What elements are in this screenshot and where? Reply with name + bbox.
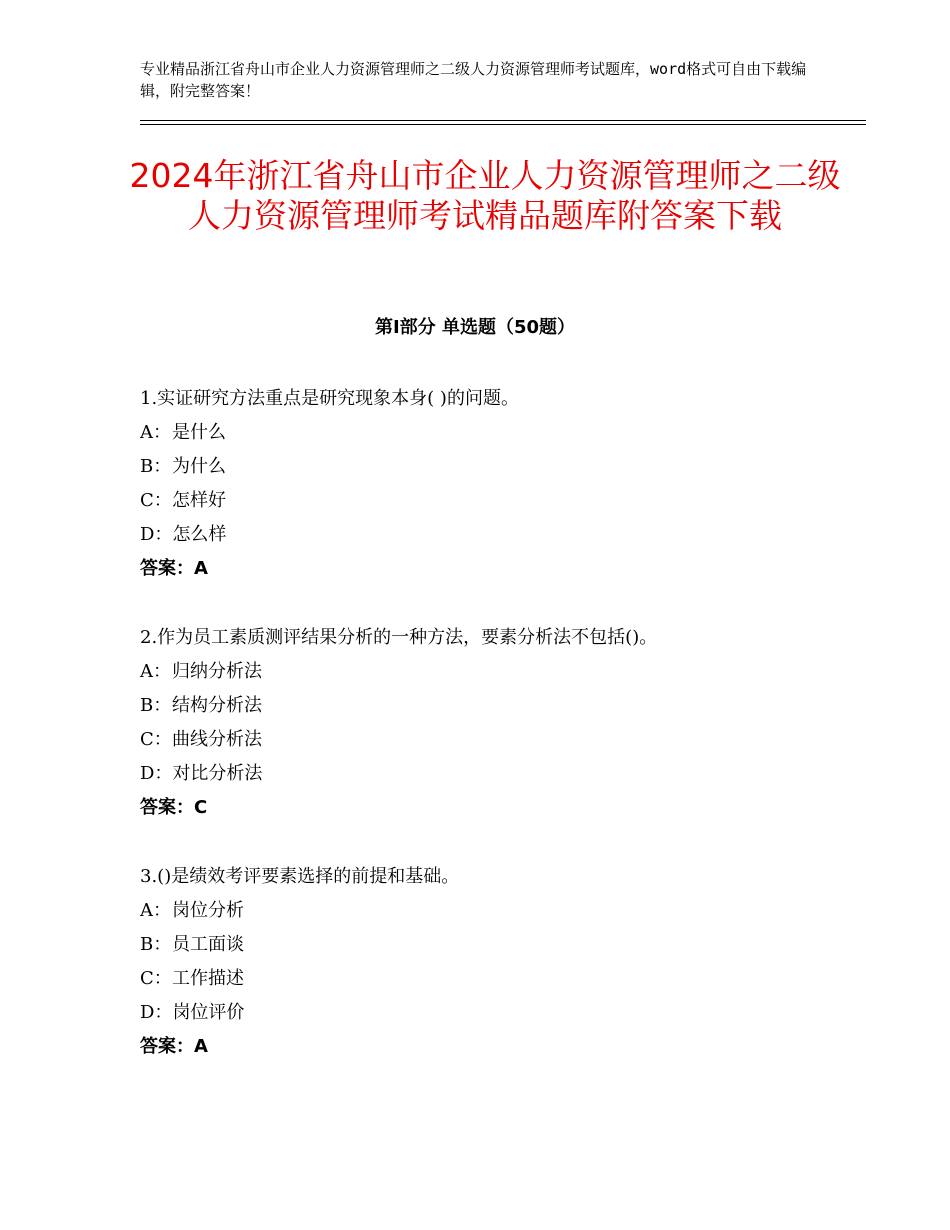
option-text: 对比分析法 bbox=[172, 763, 263, 784]
header-note: 专业精品浙江省舟山市企业人力资源管理师之二级人力资源管理师考试题库，word格式可自由下载编辑，附完整答案！ bbox=[140, 60, 807, 100]
answer-line bbox=[140, 552, 860, 586]
option-c bbox=[140, 723, 860, 757]
option-text: 员工面谈 bbox=[172, 934, 244, 955]
option-text: 是什么 bbox=[172, 422, 226, 443]
option-key: D： bbox=[140, 763, 173, 784]
option-key: C： bbox=[140, 490, 172, 511]
option-a bbox=[140, 416, 860, 450]
option-key: D： bbox=[140, 1002, 173, 1023]
option-key: A： bbox=[140, 900, 171, 921]
option-b bbox=[140, 928, 860, 962]
question-3 bbox=[140, 860, 860, 1064]
option-text: 曲线分析法 bbox=[172, 729, 262, 750]
option-a bbox=[140, 655, 860, 689]
option-text: 为什么 bbox=[172, 456, 226, 477]
answer-value: A bbox=[194, 1036, 208, 1057]
option-key: D： bbox=[140, 524, 173, 545]
option-key: A： bbox=[140, 422, 171, 443]
header-rule-bottom bbox=[140, 124, 866, 125]
option-b bbox=[140, 450, 860, 484]
question-stem: 3.()是绩效考评要素选择的前提和基础。 bbox=[140, 866, 460, 887]
option-text: 怎么样 bbox=[172, 524, 227, 545]
answer-value: C bbox=[194, 797, 208, 818]
option-key: B： bbox=[140, 934, 172, 955]
answer-label: 答案： bbox=[140, 558, 194, 579]
option-text: 工作描述 bbox=[172, 968, 244, 989]
question-2 bbox=[140, 621, 860, 825]
document-title: 2024年浙江省舟山市企业人力资源管理师之二级人力资源管理师考试精品题库附答案下载 bbox=[129, 156, 841, 235]
answer-line bbox=[140, 791, 860, 825]
question-1 bbox=[140, 382, 860, 586]
option-c bbox=[140, 962, 860, 996]
header-rule-top bbox=[140, 120, 866, 121]
option-d bbox=[140, 518, 860, 552]
question-stem: 1.实证研究方法重点是研究现象本身( )的问题。 bbox=[140, 388, 519, 409]
option-d bbox=[140, 996, 860, 1030]
option-text: 怎样好 bbox=[172, 490, 226, 511]
option-text: 岗位评价 bbox=[172, 1002, 245, 1023]
section-title: 第Ⅰ部分 单选题（50题） bbox=[374, 317, 575, 338]
option-d bbox=[140, 757, 860, 791]
option-text: 归纳分析法 bbox=[172, 661, 262, 682]
answer-label: 答案： bbox=[140, 1036, 194, 1057]
question-stem: 2.作为员工素质测评结果分析的一种方法，要素分析法不包括()。 bbox=[140, 627, 658, 648]
option-text: 岗位分析 bbox=[172, 900, 244, 921]
option-key: C： bbox=[140, 968, 172, 989]
option-key: C： bbox=[140, 729, 172, 750]
option-b bbox=[140, 689, 860, 723]
option-text: 结构分析法 bbox=[172, 695, 262, 716]
option-key: B： bbox=[140, 456, 172, 477]
answer-line bbox=[140, 1030, 860, 1064]
option-a bbox=[140, 894, 860, 928]
answer-value: A bbox=[194, 558, 208, 579]
option-key: A： bbox=[140, 661, 171, 682]
question-list bbox=[140, 382, 860, 1099]
option-key: B： bbox=[140, 695, 172, 716]
option-c bbox=[140, 484, 860, 518]
answer-label: 答案： bbox=[140, 797, 194, 818]
